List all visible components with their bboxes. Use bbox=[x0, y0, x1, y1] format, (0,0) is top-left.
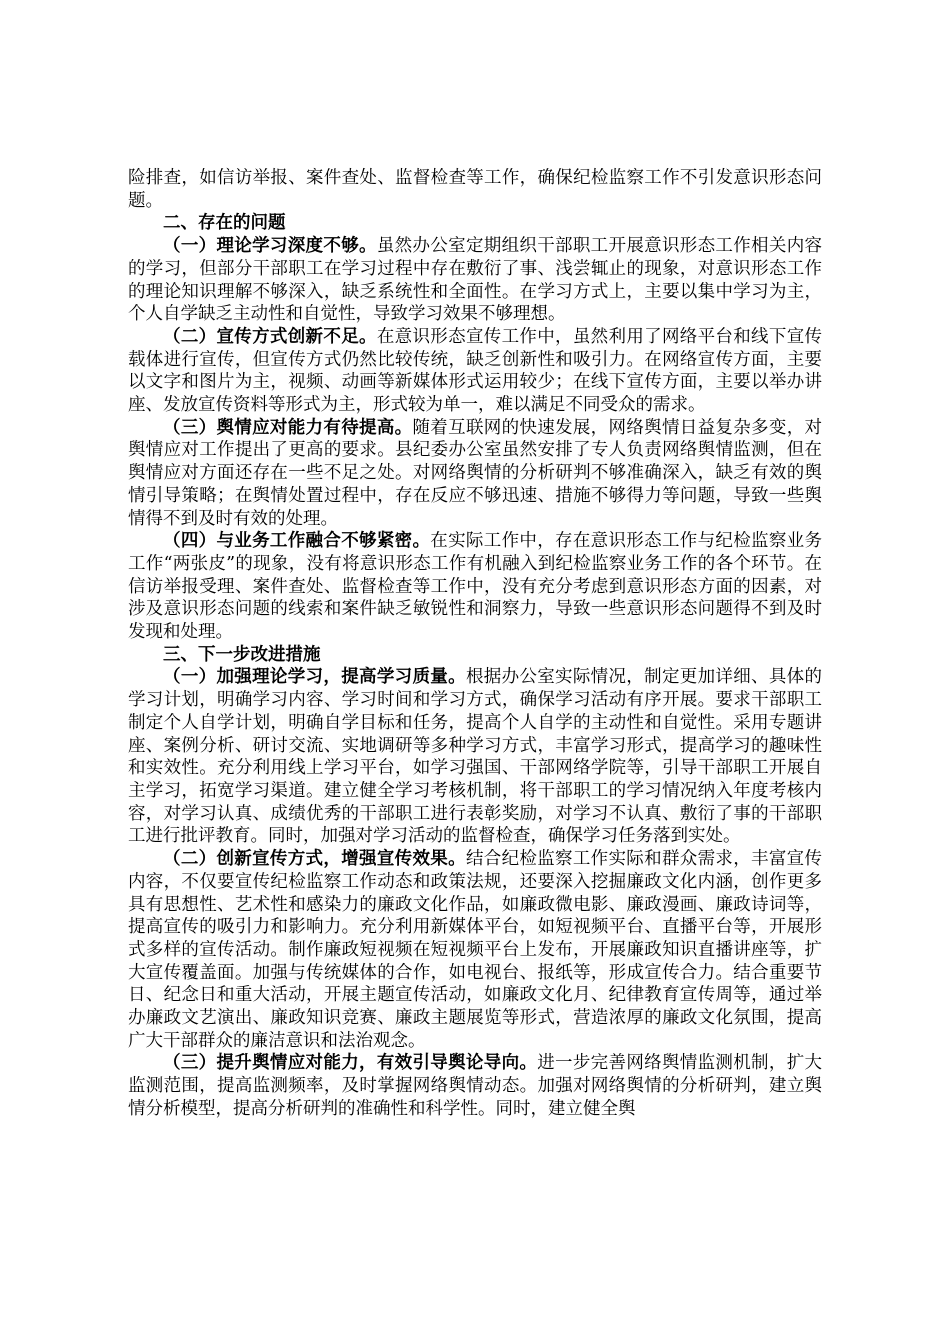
measure-paragraph-2 bbox=[128, 848, 822, 1052]
problem-2-text: 在意识形态宣传工作中，虽然利用了网络平台和线下宣传载体进行宣传，但宣传方式仍然比较传统，缺乏创新性和吸引力。在网络宣传方面，主要以文字和图片为主，视频、动画等新媒体形式运用较少；在线下宣传方面，主要以举办讲座、发放宣传资料等形式为主，形式较为单一，难以满足不同受众的需求。 bbox=[128, 326, 823, 416]
problem-paragraph-1 bbox=[128, 235, 822, 326]
continuation-paragraph: 险排查，如信访举报、案件查处、监督检查等工作，确保纪检监察工作不引发意识形态问题。 bbox=[128, 168, 822, 211]
measure-3-text: 进一步完善网络舆情监测机制，扩大监测范围，提高监测频率，及时掌握网络舆情动态。加强对网络舆情的分析研判，建立舆情分析模型，提高分析研判的准确性和科学性。同时，建立健全舆 bbox=[128, 1053, 823, 1119]
problem-paragraph-3 bbox=[128, 417, 822, 531]
measure-3-lead: （三）提升舆情应对能力，有效引导舆论导向。 bbox=[163, 1053, 538, 1074]
problem-2-lead: （二）宣传方式创新不足。 bbox=[163, 326, 377, 347]
problem-paragraph-2 bbox=[128, 326, 822, 417]
problem-4-text: 在实际工作中，存在意识形态工作与纪检监察业务工作“两张皮”的现象，没有将意识形态工作有机融入到纪检监察业务工作的各个环节。在信访举报受理、案件查处、监督检查等工作中，没有充分考虑到意识形态方面的因素，对涉及意识形态问题的线索和案件缺乏敏锐性和洞察力，导致一些意识形态问题得不到及时发现和处理。 bbox=[128, 531, 823, 643]
document-page bbox=[128, 167, 822, 1121]
measure-2-text: 结合纪检监察工作实际和群众需求，丰富宣传内容，不仅要宣传纪检监察工作动态和政策法规，还要深入挖掘廉政文化内涵，创作更多具有思想性、艺术性和感染力的廉政文化作品，如廉政微电影、廉政漫画、廉政诗词等，提高宣传的吸引力和影响力。充分利用新媒体平台，如短视频平台、直播平台等，开展形式多样的宣传活动。制作廉政短视频在短视频平台上发布，开展廉政知识直播讲座等，扩大宣传覆盖面。加强与传统媒体的合作，如电视台、报纸等，形成宣传合力。结合重要节日、纪念日和重大活动，开展主题宣传活动，如廉政文化月、纪律教育宣传周等，通过举办廉政文艺演出、廉政知识竞赛、廉政主题展览等形式，营造浓厚的廉政文化氛围，提高广大干部群众的廉洁意识和法治观念。 bbox=[128, 849, 823, 1051]
measure-paragraph-3 bbox=[128, 1052, 822, 1120]
problem-3-text: 随着互联网的快速发展，网络舆情日益复杂多变，对舆情应对工作提出了更高的要求。县纪委办公室虽然安排了专人负责网络舆情监测，但在舆情应对方面还存在一些不足之处。对网络舆情的分析研判不够准确深入，缺乏有效的舆情引导策略；在舆情处置过程中，存在反应不够迅速、措施不够得力等问题，导致一些舆情得不到及时有效的处理。 bbox=[128, 417, 823, 529]
problem-3-lead: （三）舆情应对能力有待提高。 bbox=[163, 417, 413, 438]
section-heading-problems: 二、存在的问题 bbox=[163, 213, 286, 234]
problem-4-lead: （四）与业务工作融合不够紧密。 bbox=[163, 531, 431, 552]
problem-1-text: 虽然办公室定期组织干部职工开展意识形态工作相关内容的学习，但部分干部职工在学习过程中存在敷衍了事、浅尝辄止的现象，对意识形态工作的理论知识理解不够深入，缺乏系统性和全面性。在学习方式上，主要以集中学习为主，个人自学缺乏主动性和自觉性，导致学习效果不够理想。 bbox=[128, 236, 823, 325]
problem-paragraph-4 bbox=[128, 530, 822, 644]
section-heading-measures: 三、下一步改进措施 bbox=[163, 644, 321, 665]
measure-1-text: 根据办公室实际情况，制定更加详细、具体的学习计划，明确学习内容、学习时间和学习方式，确保学习活动有序开展。要求干部职工制定个人自学计划，明确自学目标和任务，提高个人自学的主动性和自觉性。采用专题讲座、案例分析、研讨交流、实地调研等多种学习方式，丰富学习形式，提高学习的趣味性和实效性。充分利用线上学习平台，如学习强国、干部网络学院等，引导干部职工开展自主学习，拓宽学习渠道。建立健全学习考核机制，将干部职工的学习情况纳入年度考核内容，对学习认真、成绩优秀的干部职工进行表彰奖励，对学习不认真、敷衍了事的干部职工进行批评教育。同时，加强对学习活动的监督检查，确保学习任务落到实处。 bbox=[128, 667, 823, 847]
problem-1-lead: （一）理论学习深度不够。 bbox=[163, 236, 377, 257]
measure-1-lead: （一）加强理论学习，提高学习质量。 bbox=[163, 667, 466, 688]
measure-2-lead: （二）创新宣传方式，增强宣传效果。 bbox=[163, 849, 466, 870]
measure-paragraph-1 bbox=[128, 666, 822, 848]
